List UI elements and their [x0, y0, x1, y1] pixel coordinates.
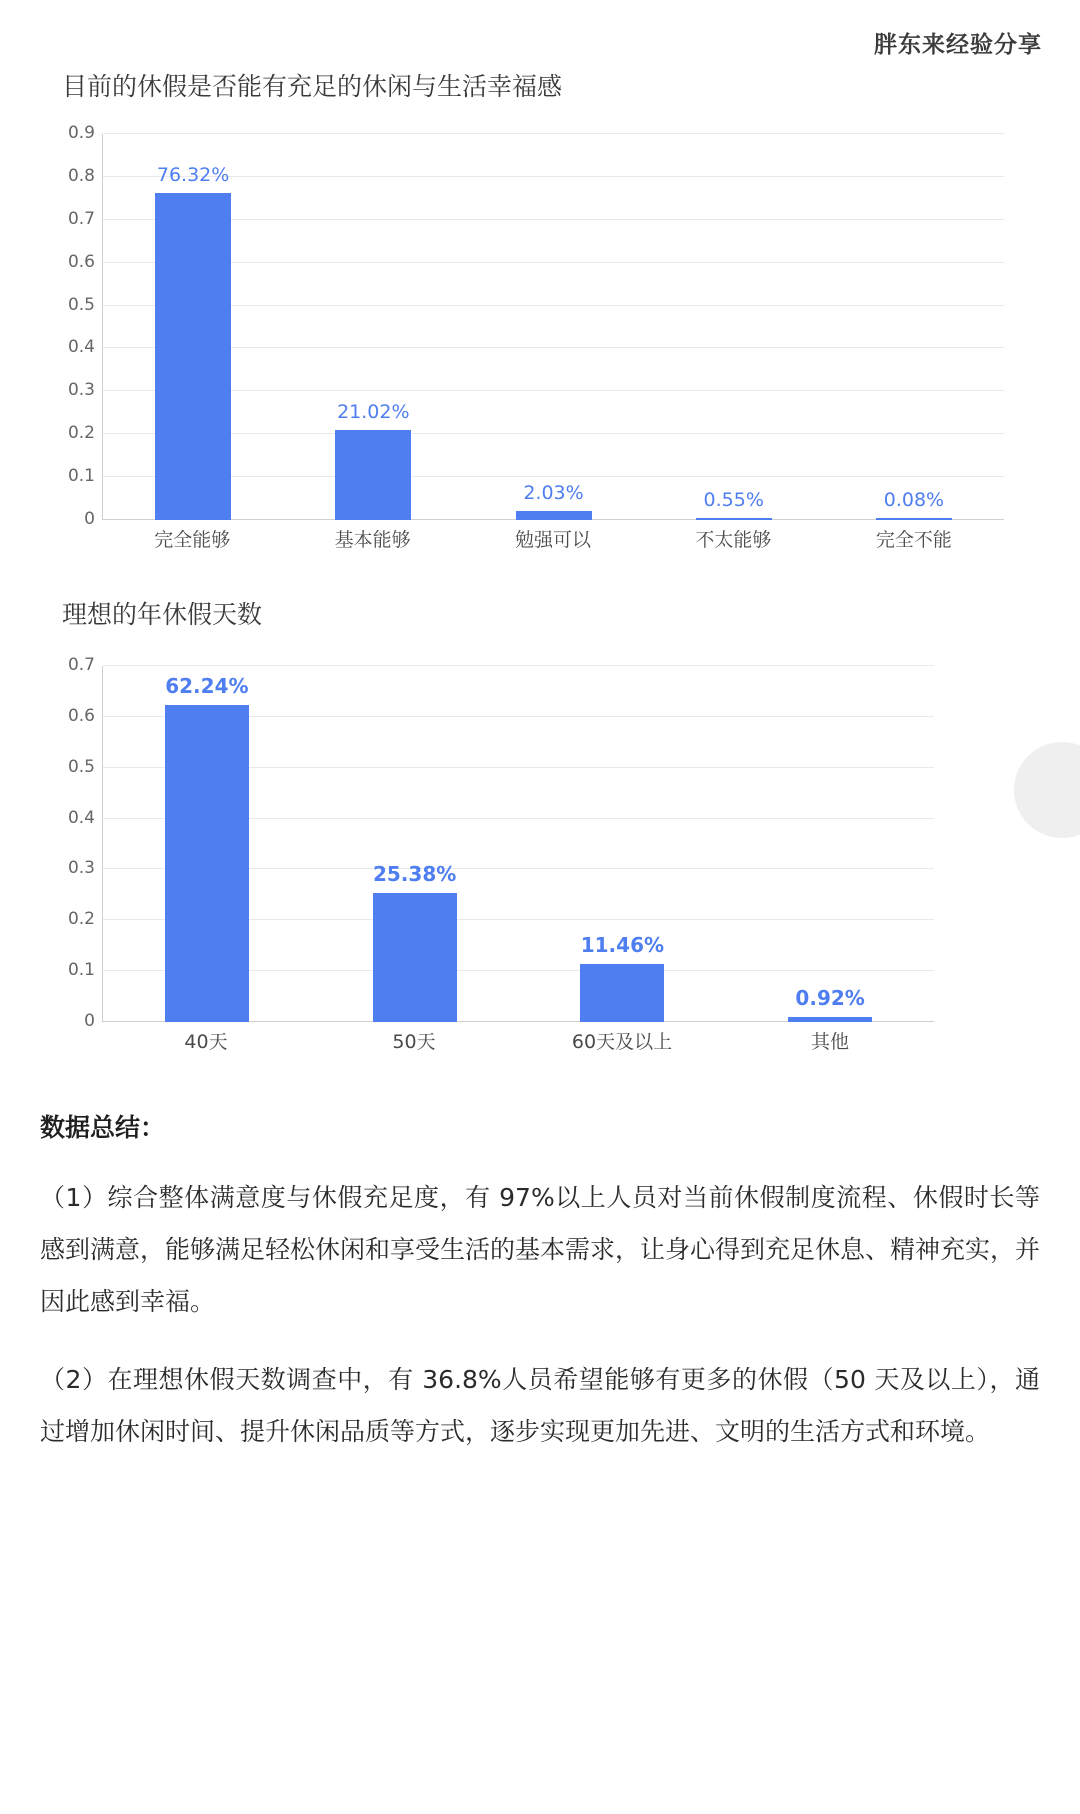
chart-1-x-axis-labels [102, 525, 1004, 552]
y-axis-tick-label: 0 [84, 509, 95, 529]
chart-2-title: 理想的年休假天数 [62, 600, 263, 629]
bar-value-label: 76.32% [156, 163, 230, 186]
bar-group [726, 666, 934, 1022]
bar-group [463, 134, 643, 520]
bar-group [519, 666, 727, 1022]
y-axis-tick-label: 0.4 [67, 807, 95, 828]
bar-value-label: 2.03% [523, 482, 584, 505]
y-axis-tick-label: 0.2 [67, 423, 95, 444]
bar [516, 482, 592, 520]
bar-group [283, 134, 463, 520]
x-axis-category-label: 50天 [392, 1031, 436, 1053]
x-axis-category-label: 其他 [810, 1031, 849, 1053]
bar-value-label: 62.24% [165, 674, 249, 699]
x-axis-category-label: 完全不能 [875, 529, 952, 551]
x-axis-category-label: 完全能够 [154, 529, 231, 551]
chart-1-plot-area [67, 123, 1004, 529]
chart-2-x-axis-labels [102, 1027, 934, 1054]
bar-group [311, 666, 519, 1022]
y-axis-tick-label: 0.6 [67, 251, 95, 272]
x-axis-category-label: 不太能够 [695, 529, 772, 551]
y-axis-tick-label: 0.9 [67, 123, 95, 143]
bar-value-label: 11.46% [580, 932, 665, 957]
bar [155, 163, 231, 520]
y-axis-tick-label: 0.1 [67, 466, 95, 487]
watermark-text: 胖东来经验分享 [874, 32, 1042, 58]
chart-ideal-days [50, 655, 940, 1060]
bar-group [103, 134, 283, 520]
bar-group [103, 666, 311, 1022]
summary-paragraph-1: （1）综合整体满意度与休假充足度，有 97%以上人员对当前休假制度流程、休假时长等感到满意，能够满足轻松休闲和享受生活的基本需求，让身心得到充足休息、精神充实，并因此感到幸福。 [40, 1183, 1041, 1316]
chart-satisfaction [50, 123, 1010, 558]
y-axis-tick-label: 0 [84, 1011, 95, 1031]
chart-1-title: 目前的休假是否能有充足的休闲与生活幸福感 [62, 72, 563, 101]
chart-1-bars [103, 134, 1004, 520]
x-axis-category-label: 60天及以上 [571, 1031, 673, 1053]
bar-group [644, 134, 824, 520]
bar-value-label: 0.55% [703, 488, 764, 511]
y-axis-tick-label: 0.8 [67, 165, 95, 186]
bar-value-label: 25.38% [372, 861, 457, 886]
bar-value-label: 21.02% [337, 400, 410, 423]
x-axis-category-label: 40天 [184, 1031, 228, 1053]
bar [876, 488, 952, 520]
bar [372, 861, 457, 1022]
x-axis-category-label: 勉强可以 [515, 529, 592, 551]
bar [335, 400, 411, 520]
bar-group [824, 134, 1004, 520]
y-axis-tick-label: 0.3 [67, 858, 95, 879]
summary-title: 数据总结： [40, 1113, 166, 1142]
bar-value-label: 0.92% [795, 986, 865, 1011]
y-axis-tick-label: 0.4 [67, 337, 95, 358]
bar [696, 488, 772, 520]
chart-2-bars [103, 666, 934, 1022]
bar [580, 932, 665, 1022]
y-axis-tick-label: 0.1 [67, 960, 95, 981]
summary-section [40, 1108, 1040, 1484]
y-axis-tick-label: 0.5 [67, 756, 95, 777]
bar-value-label: 0.08% [883, 488, 945, 511]
chart-2-plot-area [67, 655, 934, 1031]
summary-paragraph-2: （2）在理想休假天数调查中，有 36.8%人员希望能够有更多的休假（50 天及以上），通过增加休闲时间、提升休闲品质等方式，逐步实现更加先进、文明的生活方式和环境。 [40, 1365, 1040, 1446]
y-axis-tick-label: 0.6 [67, 705, 95, 726]
y-axis-tick-label: 0.2 [67, 909, 95, 930]
background-artifact [1014, 742, 1080, 838]
y-axis-tick-label: 0.5 [67, 294, 95, 315]
y-axis-tick-label: 0.3 [67, 380, 95, 401]
y-axis-tick-label: 0.7 [67, 655, 95, 675]
x-axis-category-label: 基本能够 [334, 529, 411, 551]
bar [165, 674, 249, 1022]
y-axis-tick-label: 0.7 [67, 208, 95, 229]
bar [788, 986, 872, 1022]
